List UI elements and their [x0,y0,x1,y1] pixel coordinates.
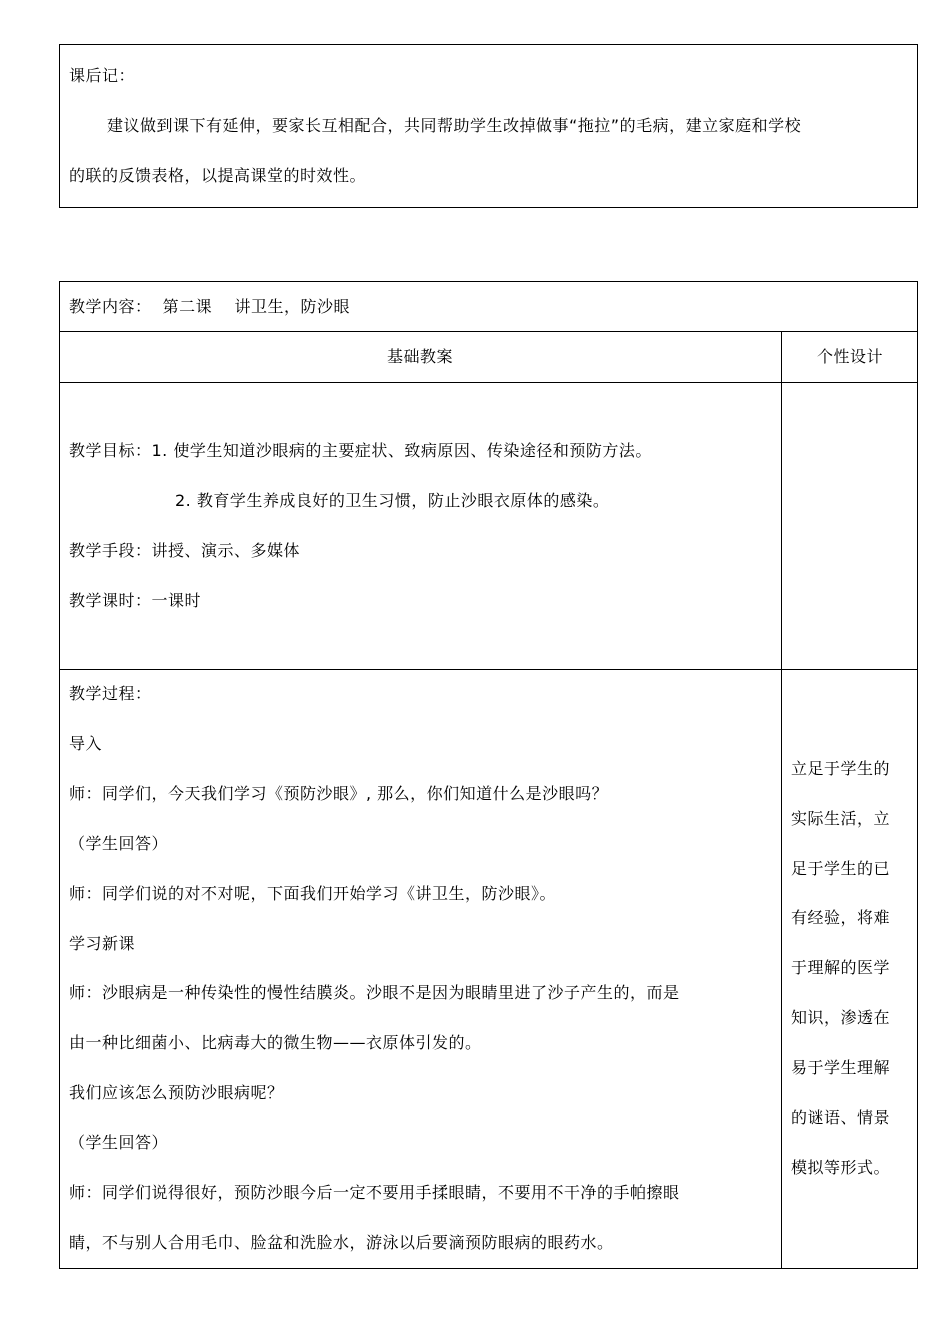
process-line: 师：同学们说的对不对呢，下面我们开始学习《讲卫生，防沙眼》。 [69,884,557,903]
table-column-divider [781,331,782,1269]
lesson-content-row: 教学内容： 第二课 讲卫生，防沙眼 [69,297,351,316]
design-note-line: 于理解的医学 [791,958,891,977]
process-line: 师：沙眼病是一种传染性的慢性结膜炎。沙眼不是因为眼睛里进了沙子产生的，而是 [69,983,680,1002]
process-line: （学生回答） [69,1133,169,1152]
process-line: 我们应该怎么预防沙眼病呢？ [69,1083,284,1102]
teaching-goal-1: 教学目标：1. 使学生知道沙眼病的主要症状、致病原因、传染途径和预防方法。 [69,441,652,460]
process-line: 师：同学们说得很好，预防沙眼今后一定不要用手揉眼睛，不要用不干净的手帕擦眼 [69,1183,680,1202]
teaching-means: 教学手段：讲授、演示、多媒体 [69,541,301,560]
design-note-line: 易于学生理解 [791,1058,891,1077]
design-note-line: 知识，渗透在 [791,1008,891,1027]
process-line: （学生回答） [69,834,169,853]
design-note-line: 足于学生的已 [791,859,891,878]
process-line: 师：同学们，今天我们学习《预防沙眼》, 那么，你们知道什么是沙眼吗？ [69,784,609,803]
table-divider-3 [59,669,918,670]
process-line: 学习新课 [69,934,136,953]
after-class-notes-line-2: 的联的反馈表格，以提高课堂的时效性。 [69,166,367,185]
design-note-line: 实际生活，立 [791,809,891,828]
design-note-line: 立足于学生的 [791,759,891,778]
process-line: 教学过程： [69,684,152,703]
column-header-basic-plan: 基础教案 [386,347,453,366]
teaching-hours: 教学课时：一课时 [69,591,202,610]
process-line: 由一种比细菌小、比病毒大的微生物——衣原体引发的。 [69,1033,482,1052]
design-note-line: 模拟等形式。 [791,1158,891,1177]
after-class-notes-line-1: 建议做到课下有延伸，要家长互相配合，共同帮助学生改掉做事“拖拉”的毛病，建立家庭和学校 [107,116,802,135]
table-divider-1 [59,331,918,332]
column-header-personal-design: 个性设计 [816,347,883,366]
teaching-goal-2: 2. 教育学生养成良好的卫生习惯，防止沙眼衣原体的感染。 [175,491,610,510]
process-line: 导入 [69,734,103,753]
lesson-table [59,281,918,1269]
design-note-line: 的谜语、情景 [791,1108,891,1127]
after-class-notes-heading: 课后记： [69,66,136,85]
process-line: 睛，不与别人合用毛巾、脸盆和洗脸水，游泳以后要滴预防眼病的眼药水。 [69,1233,614,1252]
design-note-line: 有经验，将难 [791,908,891,927]
table-divider-2 [59,382,918,383]
